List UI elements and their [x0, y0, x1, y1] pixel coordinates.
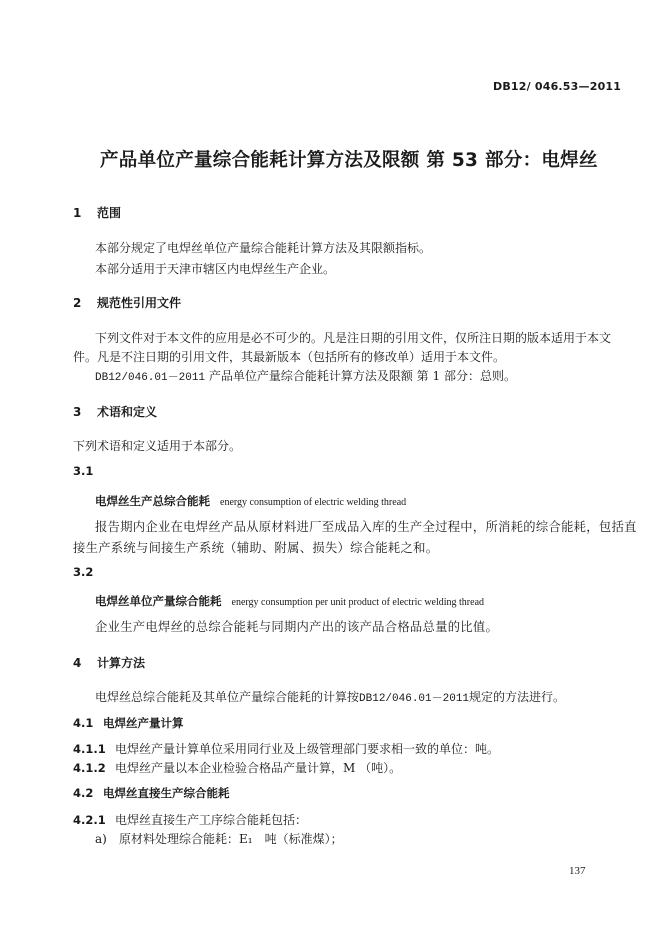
page-number: 137: [569, 865, 586, 877]
paragraph: [95, 688, 565, 705]
page-title: 产品单位产量综合能耗计算方法及限额 第 53 部分：电焊丝: [100, 150, 598, 171]
term-number: 3.2: [73, 565, 94, 579]
clause-number: 4.1.1: [73, 742, 106, 756]
list-label: a): [95, 832, 107, 846]
section-title: 术语和定义: [97, 405, 158, 419]
clause: [73, 740, 499, 757]
section-number: 3: [73, 405, 82, 419]
paragraph: 下列文件对于本文件的应用是必不可少的。凡是注日期的引用文件，仅所注日期的版本适用于本文: [95, 331, 612, 345]
clause-text: 电焊丝直接生产工序综合能耗包括：: [115, 813, 308, 827]
list-item: [95, 830, 343, 847]
subsection-title: 电焊丝产量计算: [103, 716, 184, 730]
subsection-title: 电焊丝直接生产综合能耗: [103, 786, 230, 800]
section-number: 1: [73, 206, 82, 220]
reference-entry: [95, 367, 516, 384]
subsection-number: 4.2: [73, 786, 94, 800]
text: 电焊丝总综合能耗及其单位产量综合能耗的计算按: [95, 690, 360, 704]
section-number: 4: [73, 656, 82, 670]
section-3-heading: [73, 403, 157, 420]
section-title: 计算方法: [97, 656, 146, 670]
section-1-heading: [73, 204, 121, 221]
section-number: 2: [73, 296, 82, 310]
clause-number: 4.2.1: [73, 813, 106, 827]
term-english: energy consumption of electric welding thread: [220, 497, 407, 508]
section-4-heading: [73, 654, 145, 671]
subsection-4-2-heading: [73, 785, 230, 801]
term-entry: [95, 490, 406, 509]
clause-number: 4.1.2: [73, 761, 106, 775]
clause-text: 电焊丝产量计算单位采用同行业及上级管理部门要求相一致的单位：吨。: [115, 742, 500, 756]
clause: [73, 811, 307, 828]
paragraph: 本部分适用于天津市辖区内电焊丝生产企业。: [95, 262, 336, 276]
paragraph: 下列术语和定义适用于本部分。: [73, 439, 242, 453]
reference-code: DB12/046.01－2011: [95, 372, 206, 384]
term-definition: 接生产系统与间接生产系统（辅助、附属、损失）综合能耗之和。: [73, 541, 439, 555]
section-2-heading: [73, 294, 181, 311]
clause-text: 电焊丝产量以本企业检验合格品产量计算，M （吨）。: [115, 761, 402, 775]
clause: [73, 759, 401, 776]
term-definition: 报告期内企业在电焊丝产品从原材料进厂至成品入库的生产全过程中，所消耗的综合能耗，包括直: [95, 520, 637, 534]
reference-title: 产品单位产量综合能耗计算方法及限额 第 1 部分：总则。: [208, 369, 516, 383]
term-chinese: 电焊丝单位产量综合能耗: [95, 594, 222, 608]
term-chinese: 电焊丝生产总综合能耗: [95, 494, 210, 508]
paragraph: 本部分规定了电焊丝单位产量综合能耗计算方法及其限额指标。: [95, 241, 432, 255]
term-entry: [95, 590, 484, 609]
subsection-number: 4.1: [73, 716, 94, 730]
standard-code: DB12/ 046.53—2011: [493, 80, 622, 93]
list-text: 原材料处理综合能耗：E₁ 吨（标准煤）；: [119, 832, 343, 846]
term-english: energy consumption per unit product of electric welding thread: [231, 597, 485, 608]
section-title: 范围: [97, 206, 122, 220]
text: 规定的方法进行。: [469, 690, 566, 704]
paragraph: 件。凡是不注日期的引用文件，其最新版本（包括所有的修改单）适用于本文件。: [73, 350, 506, 364]
reference-code: DB12/046.01－2011: [359, 693, 470, 705]
term-definition: 企业生产电焊丝的总综合能耗与同期内产出的该产品合格品总量的比值。: [95, 620, 499, 634]
term-number: 3.1: [73, 464, 94, 478]
subsection-4-1-heading: [73, 715, 184, 731]
section-title: 规范性引用文件: [97, 296, 182, 310]
